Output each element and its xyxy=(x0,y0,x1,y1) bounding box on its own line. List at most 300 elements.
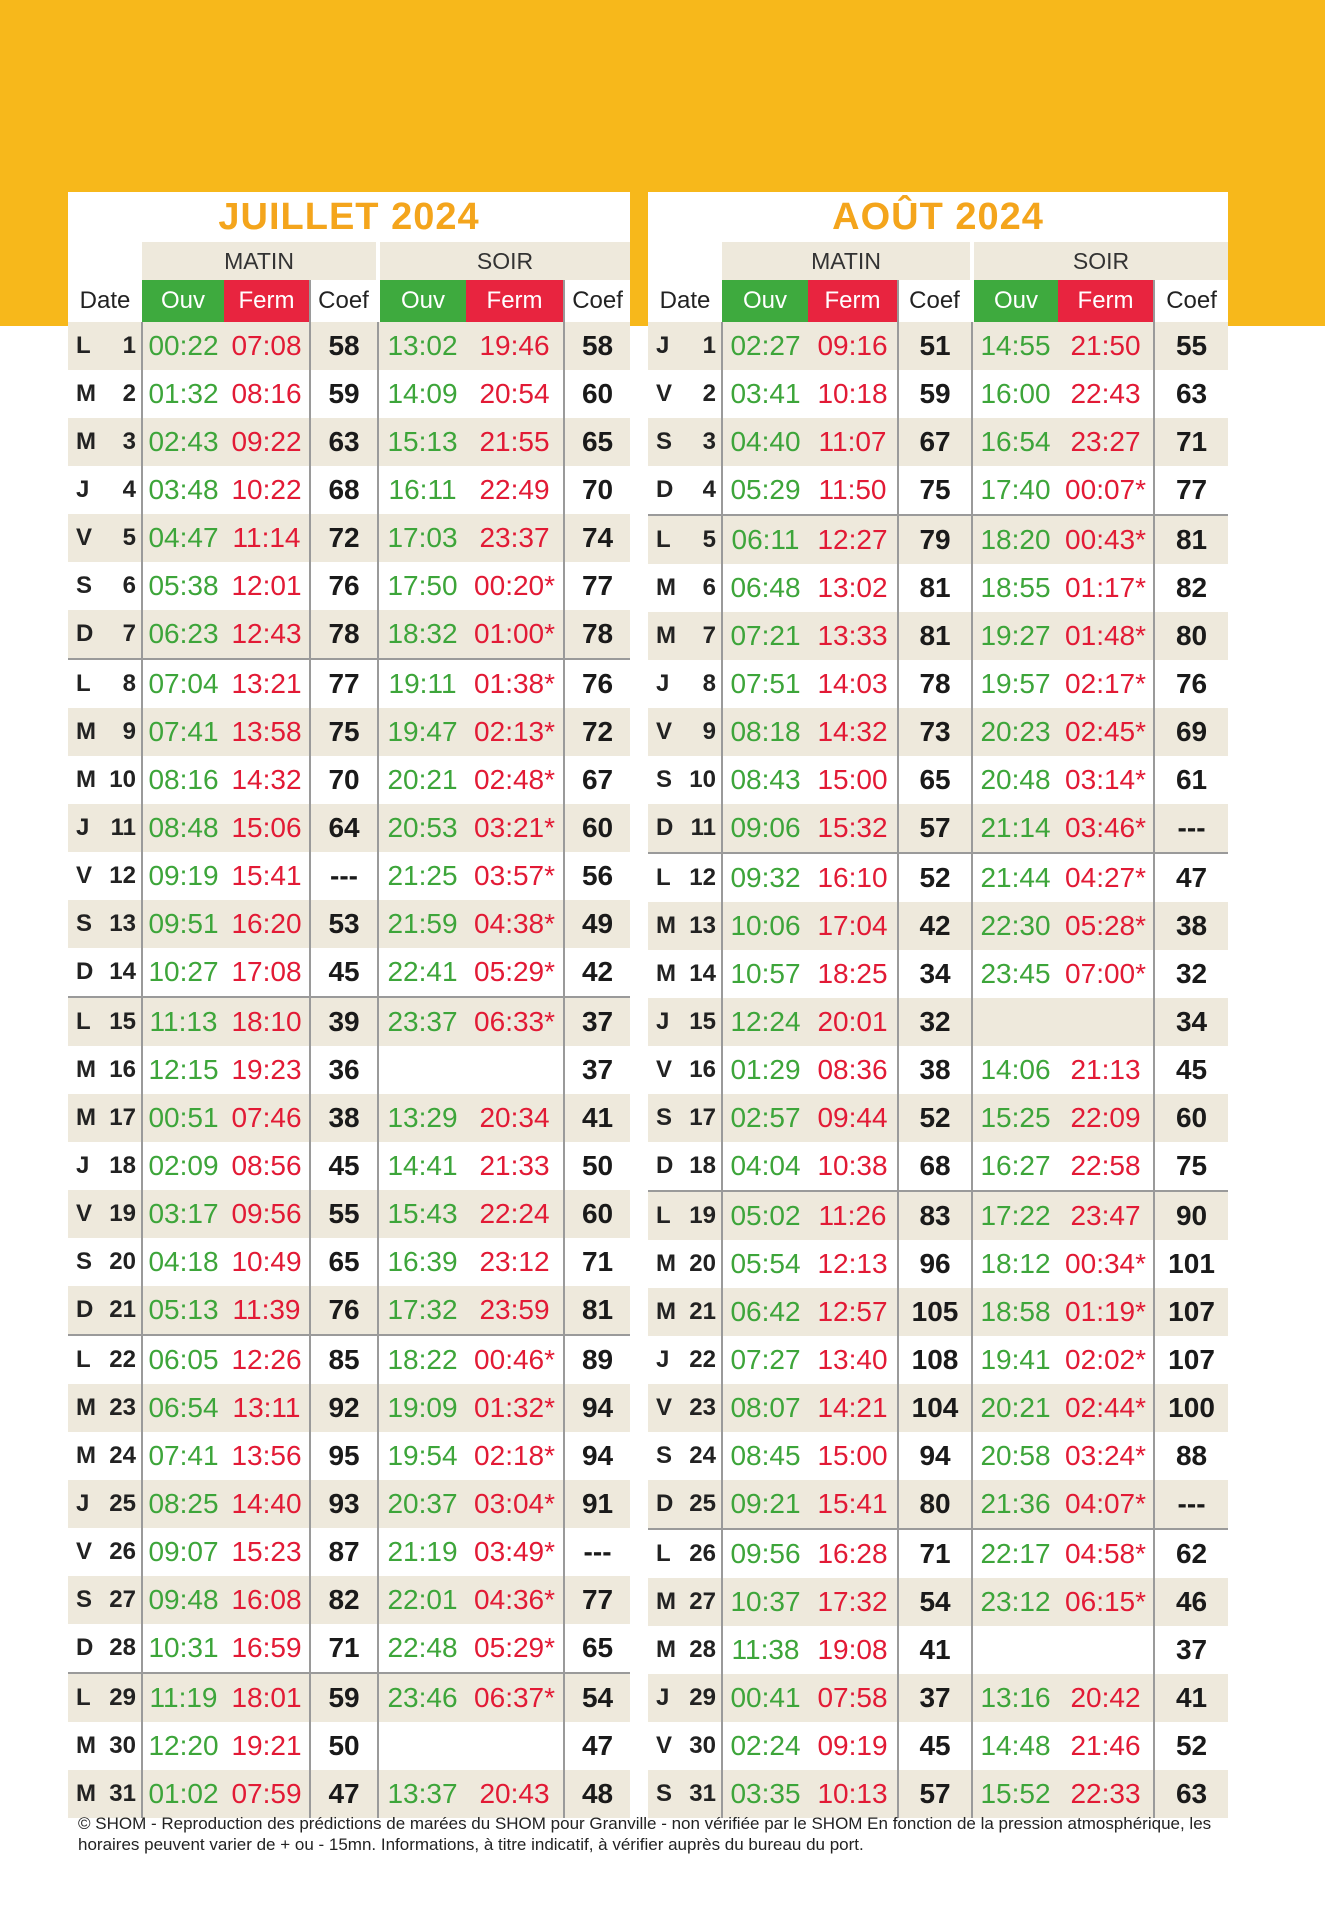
day-cell xyxy=(648,1094,722,1142)
matin-ouv-cell: 09:51 xyxy=(142,900,224,948)
ouv-header: Ouv xyxy=(972,280,1058,322)
day-cell xyxy=(648,1288,722,1336)
table-row xyxy=(648,1626,1228,1674)
soir-ouv-cell: 19:54 xyxy=(387,1440,458,1471)
month-title: AOÛT 2024 xyxy=(832,196,1044,238)
soir-coef-cell: 69 xyxy=(1154,708,1228,756)
matin-ferm-cell: 11:26 xyxy=(808,1191,898,1240)
day-letter: M xyxy=(656,574,676,601)
matin-ouv-cell: 08:16 xyxy=(142,756,224,804)
soir-ferm-cell: 04:07* xyxy=(1058,1480,1154,1529)
day-cell xyxy=(648,1336,722,1384)
day-number: 17 xyxy=(689,1104,716,1131)
table-row xyxy=(68,804,630,852)
soir-ferm-cell: 22:09 xyxy=(1058,1094,1154,1142)
matin-coef-cell: --- xyxy=(310,852,378,900)
soir-coef-cell: 60 xyxy=(564,804,630,852)
day-cell xyxy=(648,660,722,708)
soir-ferm-cell: 06:33* xyxy=(466,997,564,1046)
matin-ferm-cell: 15:32 xyxy=(808,804,898,853)
matin-ouv-cell: 06:42 xyxy=(722,1288,808,1336)
day-number: 14 xyxy=(109,958,136,985)
day-cell xyxy=(648,1480,722,1529)
day-number: 9 xyxy=(122,718,136,745)
matin-ouv-cell: 02:09 xyxy=(142,1142,224,1190)
soir-coef-cell: 81 xyxy=(1154,515,1228,564)
soir-ferm-cell xyxy=(1058,1626,1154,1674)
soir-coef-cell: 71 xyxy=(564,1238,630,1286)
soir-ouv-cell: 21:19 xyxy=(387,1536,458,1567)
table-row xyxy=(648,1770,1228,1818)
matin-ferm-cell: 16:08 xyxy=(224,1576,310,1624)
day-cell xyxy=(68,1576,142,1624)
soir-coef-cell: 61 xyxy=(1154,756,1228,804)
table-row xyxy=(648,1722,1228,1770)
soir-coef-cell: 94 xyxy=(564,1384,630,1432)
soir-ferm-cell: 03:49* xyxy=(474,1536,556,1567)
matin-coef-cell: 76 xyxy=(310,1286,378,1335)
matin-coef-cell: 80 xyxy=(898,1480,972,1529)
soir-ouv-cell: 15:52 xyxy=(972,1770,1058,1818)
matin-ferm-cell: 10:18 xyxy=(817,378,888,409)
matin-ferm-cell: 16:59 xyxy=(231,1632,302,1663)
matin-coef-cell: 41 xyxy=(898,1626,972,1674)
matin-ouv-cell: 07:04 xyxy=(142,659,224,708)
day-cell xyxy=(68,1722,142,1770)
day-cell xyxy=(68,1528,142,1576)
date-header: Date xyxy=(68,280,142,322)
matin-coef-cell: 58 xyxy=(310,322,378,370)
matin-ferm-cell: 20:01 xyxy=(808,998,898,1046)
matin-coef-cell: 73 xyxy=(898,708,972,756)
matin-coef-cell: 38 xyxy=(310,1094,378,1142)
soir-ferm-cell: 05:29* xyxy=(474,956,556,987)
matin-ferm-cell: 14:32 xyxy=(231,764,302,795)
table-row xyxy=(648,708,1228,756)
matin-ouv-cell: 10:57 xyxy=(722,950,808,998)
day-number: 25 xyxy=(109,1490,136,1517)
soir-ouv-cell: 14:55 xyxy=(972,322,1058,370)
soir-ouv-cell: 19:47 xyxy=(378,708,466,756)
day-letter: J xyxy=(656,332,670,359)
day-cell xyxy=(68,1624,142,1673)
tide-table xyxy=(648,242,1228,1818)
day-number: 1 xyxy=(702,332,716,359)
day-letter: M xyxy=(76,1056,96,1083)
table-row xyxy=(648,853,1228,902)
matin-coef-cell: 59 xyxy=(898,370,972,418)
soir-ouv-cell: 22:41 xyxy=(387,956,458,987)
matin-coef-cell: 39 xyxy=(310,997,378,1046)
day-letter: V xyxy=(656,1394,673,1421)
day-cell xyxy=(648,902,722,950)
day-number: 12 xyxy=(109,862,136,889)
soir-ouv-cell: 18:55 xyxy=(980,572,1051,603)
day-letter: J xyxy=(656,1684,670,1711)
day-letter: M xyxy=(76,1104,96,1131)
day-number: 22 xyxy=(689,1346,716,1373)
day-number: 20 xyxy=(689,1250,716,1277)
matin-ouv-cell: 02:27 xyxy=(722,322,808,370)
soir-ferm-cell: 20:43 xyxy=(466,1770,564,1818)
day-number: 18 xyxy=(689,1152,716,1179)
soir-ouv-cell xyxy=(378,1046,466,1094)
matin-ferm-cell: 10:13 xyxy=(808,1770,898,1818)
day-number: 28 xyxy=(109,1634,136,1661)
matin-coef-cell: 57 xyxy=(898,1770,972,1818)
matin-ouv-cell: 02:57 xyxy=(722,1094,808,1142)
soir-ferm-cell: 04:38* xyxy=(466,900,564,948)
matin-ouv-cell: 09:19 xyxy=(142,852,224,900)
soir-ouv-cell xyxy=(972,998,1058,1046)
table-row xyxy=(648,515,1228,564)
soir-coef-cell: 54 xyxy=(564,1673,630,1722)
day-cell xyxy=(68,1190,142,1238)
soir-coef-cell: 60 xyxy=(1154,1094,1228,1142)
matin-coef-cell: 104 xyxy=(898,1384,972,1432)
matin-ouv-cell: 04:40 xyxy=(722,418,808,466)
day-letter: S xyxy=(656,1442,673,1469)
day-letter: L xyxy=(76,1346,91,1373)
soir-header: SOIR xyxy=(972,242,1228,280)
matin-coef-cell: 36 xyxy=(310,1046,378,1094)
table-row xyxy=(68,1673,630,1722)
matin-ouv-cell: 08:07 xyxy=(722,1384,808,1432)
soir-header: SOIR xyxy=(378,242,630,280)
soir-coef-cell: 45 xyxy=(1154,1046,1228,1094)
matin-ferm-cell: 14:03 xyxy=(817,668,888,699)
ouv-header: Ouv xyxy=(378,280,466,322)
soir-ferm-cell xyxy=(466,1722,564,1770)
soir-ouv-cell: 23:37 xyxy=(378,997,466,1046)
table-row xyxy=(648,1674,1228,1722)
matin-header: MATIN xyxy=(142,242,378,280)
table-row xyxy=(648,1142,1228,1191)
soir-ouv-cell: 23:46 xyxy=(378,1673,466,1722)
copyright-footer: © SHOM - Reproduction des prédictions de marées du SHOM pour Granville - non vérifiée par le SHOM En fonction de la pression atmosphérique, les horaires peuvent varier de + ou - 15mn. Informations, à titre indicatif, à vérifier auprès du bureau du port. xyxy=(78,1814,1212,1854)
soir-ouv-cell: 17:40 xyxy=(980,474,1051,505)
day-number: 7 xyxy=(122,620,136,647)
matin-ouv-cell: 07:27 xyxy=(722,1336,808,1384)
table-row xyxy=(648,756,1228,804)
day-number: 10 xyxy=(109,766,136,793)
matin-coef-cell: 59 xyxy=(310,1673,378,1722)
day-letter: L xyxy=(656,1202,671,1229)
day-number: 23 xyxy=(689,1394,716,1421)
matin-ferm-cell: 12:27 xyxy=(808,515,898,564)
matin-ferm-cell: 09:19 xyxy=(817,1730,888,1761)
soir-coef-cell: 75 xyxy=(1154,1142,1228,1191)
matin-coef-cell: 68 xyxy=(310,466,378,514)
soir-ouv-cell: 13:16 xyxy=(972,1674,1058,1722)
soir-ferm-cell: 20:54 xyxy=(479,378,550,409)
matin-ferm-cell: 14:40 xyxy=(224,1480,310,1528)
soir-ouv-cell: 20:48 xyxy=(980,764,1051,795)
day-letter: D xyxy=(76,1296,94,1323)
table-row xyxy=(68,1770,630,1818)
day-letter: J xyxy=(76,814,90,841)
day-letter: D xyxy=(656,476,674,503)
day-cell xyxy=(648,1240,722,1288)
table-row xyxy=(648,950,1228,998)
matin-coef-cell: 78 xyxy=(898,660,972,708)
day-letter: M xyxy=(656,1250,676,1277)
matin-coef-cell: 93 xyxy=(310,1480,378,1528)
soir-ferm-cell: 06:15* xyxy=(1058,1578,1154,1626)
soir-coef-cell: 41 xyxy=(1154,1674,1228,1722)
day-letter: L xyxy=(76,1684,91,1711)
table-row xyxy=(68,370,630,418)
matin-ferm-cell: 11:07 xyxy=(808,418,898,466)
soir-coef-cell: --- xyxy=(1154,1480,1228,1529)
matin-coef-cell: 64 xyxy=(310,804,378,852)
matin-coef-cell: 75 xyxy=(310,708,378,756)
day-number: 3 xyxy=(122,428,136,455)
day-letter: M xyxy=(76,766,96,793)
matin-coef-cell: 65 xyxy=(898,756,972,804)
matin-ouv-cell: 09:07 xyxy=(142,1528,224,1576)
soir-ferm-cell: 00:20* xyxy=(474,570,556,601)
soir-ferm-cell: 20:34 xyxy=(466,1094,564,1142)
day-cell xyxy=(648,998,722,1046)
day-cell xyxy=(648,564,722,612)
day-letter: S xyxy=(76,910,93,937)
matin-coef-cell: 76 xyxy=(310,562,378,610)
matin-ouv-cell: 08:45 xyxy=(722,1432,808,1480)
day-number: 28 xyxy=(689,1636,716,1663)
matin-coef-cell: 45 xyxy=(898,1722,972,1770)
soir-coef-cell: 77 xyxy=(564,562,630,610)
matin-ouv-cell: 00:51 xyxy=(142,1094,224,1142)
matin-coef-cell: 72 xyxy=(310,514,378,562)
day-number: 16 xyxy=(109,1056,136,1083)
matin-coef-cell: 68 xyxy=(898,1142,972,1191)
day-number: 9 xyxy=(702,718,716,745)
matin-ouv-cell: 05:29 xyxy=(722,466,808,515)
matin-coef-cell: 57 xyxy=(898,804,972,853)
day-cell xyxy=(68,514,142,562)
matin-ferm-cell: 12:57 xyxy=(808,1288,898,1336)
matin-coef-cell: 83 xyxy=(898,1191,972,1240)
matin-ferm-cell: 12:26 xyxy=(224,1335,310,1384)
soir-ouv-cell: 16:39 xyxy=(387,1246,458,1277)
table-row xyxy=(648,660,1228,708)
soir-ouv-cell: 19:27 xyxy=(972,612,1058,660)
day-letter: M xyxy=(76,1732,96,1759)
matin-ouv-cell: 10:27 xyxy=(142,948,224,997)
day-letter: J xyxy=(656,1346,670,1373)
matin-ferm-cell: 08:16 xyxy=(231,378,302,409)
soir-coef-cell: 107 xyxy=(1154,1336,1228,1384)
soir-coef-cell: 60 xyxy=(564,370,630,418)
matin-ouv-cell: 06:05 xyxy=(142,1335,224,1384)
soir-ferm-cell: 01:48* xyxy=(1058,612,1154,660)
soir-ferm-cell: 04:27* xyxy=(1058,853,1154,902)
day-number: 8 xyxy=(122,670,136,697)
soir-coef-cell: 91 xyxy=(564,1480,630,1528)
coef-header: Coef xyxy=(898,280,972,322)
day-cell xyxy=(648,1578,722,1626)
soir-coef-cell: 81 xyxy=(564,1286,630,1335)
soir-coef-cell: 34 xyxy=(1154,998,1228,1046)
soir-ouv-cell: 18:32 xyxy=(378,610,466,659)
soir-coef-cell: 37 xyxy=(564,997,630,1046)
day-number: 29 xyxy=(689,1684,716,1711)
day-letter: M xyxy=(76,428,96,455)
matin-coef-cell: 38 xyxy=(898,1046,972,1094)
soir-ouv-cell: 22:17 xyxy=(972,1529,1058,1578)
day-number: 16 xyxy=(689,1056,716,1083)
matin-ferm-cell: 07:58 xyxy=(808,1674,898,1722)
table-row xyxy=(648,1336,1228,1384)
soir-ferm-cell: 23:37 xyxy=(466,514,564,562)
soir-coef-cell: --- xyxy=(1154,804,1228,853)
matin-coef-cell: 82 xyxy=(310,1576,378,1624)
day-letter: M xyxy=(656,960,676,987)
table-row xyxy=(648,612,1228,660)
matin-ouv-cell: 07:51 xyxy=(722,660,808,708)
day-letter: D xyxy=(656,1490,674,1517)
matin-ferm-cell: 16:10 xyxy=(808,853,898,902)
matin-coef-cell: 70 xyxy=(310,756,378,804)
day-letter: D xyxy=(656,1152,674,1179)
day-cell xyxy=(68,997,142,1046)
matin-ouv-cell: 00:41 xyxy=(722,1674,808,1722)
soir-ferm-cell: 01:32* xyxy=(466,1384,564,1432)
matin-ferm-cell: 13:21 xyxy=(224,659,310,708)
day-letter: M xyxy=(76,380,96,407)
table-row xyxy=(68,997,630,1046)
matin-ferm-cell: 13:02 xyxy=(817,572,888,603)
soir-coef-cell: 82 xyxy=(1154,564,1228,612)
soir-ouv-cell: 22:01 xyxy=(378,1576,466,1624)
day-cell xyxy=(68,1046,142,1094)
day-number: 1 xyxy=(122,332,136,359)
day-letter: D xyxy=(656,814,674,841)
soir-ouv-cell: 22:48 xyxy=(387,1632,458,1663)
coef-header: Coef xyxy=(1154,280,1228,322)
day-cell xyxy=(68,1335,142,1384)
matin-ouv-cell: 06:23 xyxy=(142,610,224,659)
soir-coef-cell: 56 xyxy=(564,852,630,900)
table-row xyxy=(648,1240,1228,1288)
day-number: 15 xyxy=(109,1008,136,1035)
day-letter: L xyxy=(656,1540,671,1567)
soir-ouv-cell: 16:00 xyxy=(980,378,1051,409)
soir-coef-cell: 48 xyxy=(564,1770,630,1818)
soir-coef-cell: 74 xyxy=(564,514,630,562)
day-cell xyxy=(648,322,722,370)
matin-ferm-cell: 09:22 xyxy=(224,418,310,466)
calendar-juillet xyxy=(68,192,630,1818)
day-cell xyxy=(648,1191,722,1240)
matin-coef-cell: 94 xyxy=(898,1432,972,1480)
table-row xyxy=(68,1286,630,1335)
day-number: 14 xyxy=(689,960,716,987)
soir-ferm-cell: 22:58 xyxy=(1070,1150,1141,1181)
table-row xyxy=(68,1335,630,1384)
soir-ouv-cell: 17:32 xyxy=(378,1286,466,1335)
day-cell xyxy=(648,950,722,998)
soir-coef-cell: 58 xyxy=(564,322,630,370)
matin-ouv-cell: 05:02 xyxy=(722,1191,808,1240)
day-number: 25 xyxy=(689,1490,716,1517)
matin-ferm-cell: 18:25 xyxy=(817,958,888,989)
soir-coef-cell: 49 xyxy=(564,900,630,948)
soir-ferm-cell: 23:27 xyxy=(1058,418,1154,466)
day-cell xyxy=(68,1286,142,1335)
matin-ouv-cell: 06:48 xyxy=(722,564,808,612)
table-row xyxy=(648,1384,1228,1432)
day-letter: L xyxy=(656,864,671,891)
matin-ouv-cell: 06:54 xyxy=(142,1384,224,1432)
matin-ferm-cell: 07:59 xyxy=(224,1770,310,1818)
day-letter: S xyxy=(76,1586,93,1613)
soir-ferm-cell: 02:13* xyxy=(466,708,564,756)
matin-ouv-cell: 11:19 xyxy=(142,1673,224,1722)
table-row xyxy=(68,756,630,804)
day-number: 26 xyxy=(109,1538,136,1565)
table-row xyxy=(648,418,1228,466)
soir-coef-cell: 77 xyxy=(564,1576,630,1624)
matin-ferm-cell: 07:08 xyxy=(224,322,310,370)
table-row xyxy=(68,610,630,659)
ouv-header: Ouv xyxy=(722,280,808,322)
soir-ouv-cell: 17:03 xyxy=(378,514,466,562)
matin-ferm-cell: 10:38 xyxy=(817,1150,888,1181)
soir-ferm-cell: 22:49 xyxy=(479,474,550,505)
soir-ferm-cell: 02:45* xyxy=(1058,708,1154,756)
day-number: 2 xyxy=(122,380,136,407)
matin-ouv-cell: 10:31 xyxy=(142,1624,224,1673)
day-cell xyxy=(68,418,142,466)
soir-ouv-cell: 14:41 xyxy=(387,1150,458,1181)
soir-coef-cell: 94 xyxy=(564,1432,630,1480)
soir-coef-cell: 71 xyxy=(1154,418,1228,466)
calendar-aout xyxy=(648,192,1228,1818)
table-row xyxy=(648,1578,1228,1626)
day-cell xyxy=(68,756,142,804)
coef-header: Coef xyxy=(310,280,378,322)
matin-header: MATIN xyxy=(722,242,972,280)
day-letter: L xyxy=(76,1008,91,1035)
soir-coef-cell: 77 xyxy=(1154,466,1228,515)
soir-ouv-cell: 18:20 xyxy=(972,515,1058,564)
soir-ferm-cell: 07:00* xyxy=(1065,958,1147,989)
day-number: 10 xyxy=(689,766,716,793)
soir-coef-cell: 63 xyxy=(1154,1770,1228,1818)
soir-ferm-cell: 21:33 xyxy=(479,1150,550,1181)
soir-ferm-cell: 22:33 xyxy=(1058,1770,1154,1818)
day-letter: S xyxy=(656,1780,673,1807)
day-number: 22 xyxy=(109,1346,136,1373)
soir-ferm-cell xyxy=(1058,998,1154,1046)
day-letter: V xyxy=(656,380,673,407)
soir-ouv-cell: 23:45 xyxy=(980,958,1051,989)
day-number: 29 xyxy=(109,1684,136,1711)
day-letter: M xyxy=(76,1394,96,1421)
matin-coef-cell: 55 xyxy=(310,1190,378,1238)
day-cell xyxy=(68,1480,142,1528)
day-cell xyxy=(68,1142,142,1190)
matin-coef-cell: 63 xyxy=(310,418,378,466)
matin-ouv-cell: 09:06 xyxy=(722,804,808,853)
matin-coef-cell: 54 xyxy=(898,1578,972,1626)
matin-coef-cell: 65 xyxy=(310,1238,378,1286)
matin-ferm-cell: 09:16 xyxy=(808,322,898,370)
soir-ouv-cell: 19:11 xyxy=(378,659,466,708)
soir-coef-cell: 80 xyxy=(1154,612,1228,660)
